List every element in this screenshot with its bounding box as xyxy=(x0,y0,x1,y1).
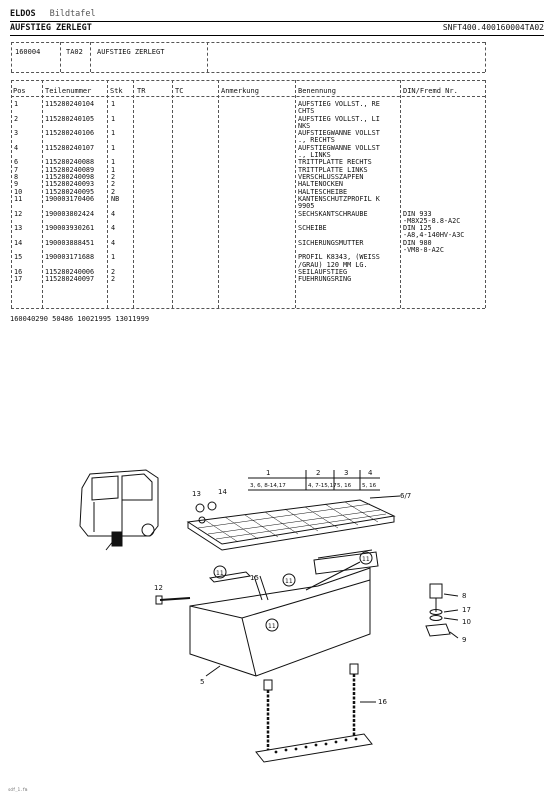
row-description: HALTESCHEIBE xyxy=(298,187,348,196)
col-sep-6 xyxy=(295,80,296,308)
step-tray xyxy=(190,550,378,676)
legend-refs-4: 5, 16 xyxy=(362,483,377,489)
row-part-number: 115280240093 xyxy=(45,180,95,189)
label-11-d: 11 xyxy=(268,623,276,630)
col-sep-8 xyxy=(485,80,486,308)
table-header-rule xyxy=(11,96,485,97)
page-title: AUFSTIEG ZERLEGT xyxy=(10,23,92,33)
row-pos: 3 xyxy=(14,129,19,138)
col-sep-3 xyxy=(133,80,134,308)
row-quantity: NB xyxy=(111,194,120,203)
row-part-number: 115280240088 xyxy=(45,158,95,167)
row-din: DIN 125 xyxy=(403,224,432,233)
row-quantity: 2 xyxy=(111,173,116,181)
col-pos: Pos xyxy=(13,87,26,95)
row-part-number: 190003802424 xyxy=(45,209,95,218)
group-box-div1 xyxy=(60,42,61,72)
row-description: PROFIL K8343, (WEISS xyxy=(298,253,380,262)
label-15: 15 xyxy=(250,574,259,582)
label-5: 5 xyxy=(200,678,205,686)
label-13: 13 xyxy=(192,490,201,498)
row-description: FUEHRUNGSRING xyxy=(298,275,352,284)
row-part-number: 190003888451 xyxy=(45,238,95,247)
group-box-left xyxy=(11,42,12,72)
row-part-number: 190003170406 xyxy=(45,194,95,203)
row-description: ., LINKS xyxy=(298,151,331,160)
legend-num-4: 4 xyxy=(368,469,373,477)
row-part-number: 115280240089 xyxy=(45,165,95,174)
row-pos: 1 xyxy=(14,100,19,108)
row-part-number: 115280240106 xyxy=(45,129,95,138)
col-sep-7 xyxy=(400,80,401,308)
row-pos: 8 xyxy=(14,173,19,181)
legend-refs-2: 4, 7-15,17 xyxy=(308,483,337,489)
label-16: 16 xyxy=(378,698,387,706)
row-description: HALTENOCKEN xyxy=(298,180,344,189)
col-sep-0 xyxy=(11,80,12,308)
row-quantity: 2 xyxy=(111,267,116,276)
document-header xyxy=(10,9,96,19)
col-part-number: Teilenummer xyxy=(45,87,92,95)
label-12: 12 xyxy=(154,584,163,592)
row-description: ., RECHTS xyxy=(298,136,335,145)
col-sep-1 xyxy=(42,80,43,308)
row-description: CHTS xyxy=(298,107,315,116)
row-description: VERSCHLUSSZAPFEN xyxy=(298,173,364,181)
col-quantity: Stk xyxy=(110,87,123,95)
row-pos: 6 xyxy=(14,158,19,167)
row-quantity: 1 xyxy=(111,165,116,174)
row-pos: 14 xyxy=(14,238,23,247)
label-6-7: 6/7 xyxy=(400,492,412,500)
row-description: AUFSTIEG VOLLST., LI xyxy=(298,114,380,123)
row-quantity: 4 xyxy=(111,209,116,218)
footer-code: 160040290 50486 10021995 13011999 xyxy=(10,315,150,323)
col-sep-5 xyxy=(218,80,219,308)
document-subtitle: Bildtafel xyxy=(49,9,96,19)
row-part-number: 115280240097 xyxy=(45,275,95,284)
row-description: TRITTPLATTE RECHTS xyxy=(298,158,372,167)
col-tr: TR xyxy=(137,87,146,95)
row-din: DIN 980 xyxy=(403,238,432,247)
row-description: SCHEIBE xyxy=(298,224,327,233)
group-code: 160004 xyxy=(15,48,41,56)
legend-num-3: 3 xyxy=(344,469,349,477)
label-11-c: 11 xyxy=(362,556,370,563)
row-quantity: 1 xyxy=(111,143,116,152)
label-10: 10 xyxy=(462,618,471,626)
document-reference: SNFT400.400160004TA02 xyxy=(442,23,544,32)
label-17: 17 xyxy=(462,606,471,614)
row-din: DIN 933 xyxy=(403,209,432,218)
row-quantity: 1 xyxy=(111,253,116,262)
exploded-parts-drawing xyxy=(60,440,530,780)
row-quantity: 4 xyxy=(111,224,116,233)
label-11-a: 11 xyxy=(216,570,224,577)
legend-refs-1: 3, 6, 8-14,17 xyxy=(250,483,286,489)
row-description: SICHERUNGSMUTTER xyxy=(298,238,364,247)
step-plate xyxy=(188,492,411,550)
row-pos: 10 xyxy=(14,187,23,196)
row-description: 9905 xyxy=(298,202,315,211)
row-quantity: 1 xyxy=(111,100,116,108)
header-rule-bottom xyxy=(10,35,544,36)
table-top-rule xyxy=(11,80,485,81)
row-pos: 17 xyxy=(14,275,23,284)
group-box-right xyxy=(485,42,486,72)
row-description: /GRAU) 120 MM LG. xyxy=(298,260,368,269)
label-8: 8 xyxy=(462,592,467,600)
group-box-div2 xyxy=(90,42,91,72)
label-9: 9 xyxy=(462,636,467,644)
row-pos: 15 xyxy=(14,253,23,262)
row-description: NKS xyxy=(298,121,311,130)
row-quantity: 1 xyxy=(111,129,116,138)
group-box-div3 xyxy=(207,42,208,72)
row-quantity: 4 xyxy=(111,238,116,247)
row-part-number: 115280240105 xyxy=(45,114,95,123)
row-pos: 13 xyxy=(14,224,23,233)
row-pos: 7 xyxy=(14,165,19,174)
row-din: -M8X25-8.8-A2C xyxy=(403,216,461,225)
row-part-number: 115280240107 xyxy=(45,143,95,152)
legend-refs-3: 5, 16 xyxy=(337,483,352,489)
col-remark: Anmerkung xyxy=(221,87,259,95)
truck-cab-thumbnail xyxy=(80,470,158,550)
row-part-number: 190003930261 xyxy=(45,224,95,233)
row-pos: 16 xyxy=(14,267,23,276)
row-description: SECHSKANTSCHRAUBE xyxy=(298,209,368,218)
col-sep-2 xyxy=(107,80,108,308)
legend-num-1: 1 xyxy=(266,469,271,477)
row-part-number: 190003171688 xyxy=(45,253,95,262)
row-description: KANTENSCHUTZPROFIL K xyxy=(298,194,380,203)
row-pos: 4 xyxy=(14,143,19,152)
rope-ladder xyxy=(256,664,376,762)
row-quantity: 2 xyxy=(111,187,116,196)
locking-hardware xyxy=(426,584,458,638)
label-14: 14 xyxy=(218,488,227,496)
row-description: AUFSTIEGWANNE VOLLST xyxy=(298,143,380,152)
assembly-legend xyxy=(248,469,380,490)
row-din: -VM8-8-A2C xyxy=(403,245,444,254)
row-description: TRITTPLATTE LINKS xyxy=(298,165,368,174)
group-name: AUFSTIEG ZERLEGT xyxy=(97,48,165,56)
file-reference: sdf_1.fm xyxy=(8,787,28,792)
row-pos: 11 xyxy=(14,194,23,203)
row-quantity: 2 xyxy=(111,180,116,189)
row-quantity: 1 xyxy=(111,158,116,167)
row-pos: 12 xyxy=(14,209,23,218)
row-part-number: 115280240104 xyxy=(45,100,95,108)
group-variant: TA02 xyxy=(66,48,83,56)
group-box-bottom xyxy=(11,72,485,73)
row-quantity: 2 xyxy=(111,275,116,284)
row-pos: 2 xyxy=(14,114,19,123)
col-description: Benennung xyxy=(298,87,336,95)
label-11-b: 11 xyxy=(285,578,293,585)
row-pos: 9 xyxy=(14,180,19,189)
row-description: AUFSTIEG VOLLST., RE xyxy=(298,100,380,108)
row-quantity: 1 xyxy=(111,114,116,123)
row-part-number: 115280240095 xyxy=(45,187,95,196)
row-din: -A8,4-140HV-A3C xyxy=(403,231,465,240)
col-tc: TC xyxy=(175,87,184,95)
col-din: DIN/Fremd Nr. xyxy=(403,87,458,95)
group-box-top xyxy=(11,42,485,43)
row-part-number: 115280240098 xyxy=(45,173,95,181)
legend-num-2: 2 xyxy=(316,469,321,477)
table-bottom-rule xyxy=(11,308,485,309)
header-rule xyxy=(10,21,544,22)
row-description: AUFSTIEGWANNE VOLLST xyxy=(298,129,380,138)
col-sep-4 xyxy=(172,80,173,308)
row-part-number: 115280240006 xyxy=(45,267,95,276)
row-description: SEILAUFSTIEG xyxy=(298,267,348,276)
company-name: ELDOS xyxy=(10,9,36,19)
